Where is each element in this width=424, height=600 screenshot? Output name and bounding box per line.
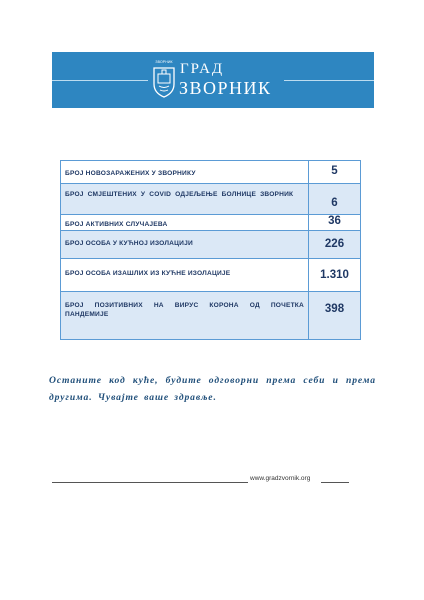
stats-label: БРОЈ ОСОБА ИЗАШЛИХ ИЗ КУЋНЕ ИЗОЛАЦИЈЕ bbox=[65, 270, 231, 277]
crest-shield-icon bbox=[152, 66, 176, 98]
stats-label: БРОЈ АКТИВНИХ СЛУЧАЈЕВА bbox=[65, 221, 168, 228]
header-banner bbox=[52, 52, 374, 108]
stats-row-left-isolation bbox=[61, 258, 360, 291]
stats-row-home-isolation bbox=[61, 230, 360, 258]
stats-value: 36 bbox=[328, 215, 341, 227]
stay-home-message: Останите код куће, будите одговорни према себи и према другима. Чувајте ваше здравље. bbox=[49, 375, 376, 403]
stats-value: 5 bbox=[331, 165, 338, 177]
city-crest-logo bbox=[152, 60, 176, 100]
crest-caption: ЗВОРНИК bbox=[155, 60, 173, 64]
stats-label: БРОЈ ПОЗИТИВНИХ НА ВИРУС КОРОНА ОД ПОЧЕТКА ПАНДЕМИЈЕ bbox=[65, 302, 304, 318]
title-city: ЗВОРНИК bbox=[179, 78, 272, 98]
stats-label: БРОЈ СМЈЕШТЕНИХ У COVID ОДЈЕЉЕЊЕ БОЛНИЦЕ ЗВОРНИК bbox=[65, 191, 294, 198]
title-grad: ГРАД bbox=[180, 61, 225, 77]
stats-value: 1.310 bbox=[320, 269, 349, 281]
banner-rule-right bbox=[284, 80, 374, 81]
website-link[interactable]: www.gradzvornik.org bbox=[250, 475, 311, 482]
stats-value: 398 bbox=[324, 303, 345, 315]
footer-rule-right bbox=[321, 482, 349, 483]
stats-row-hospitalized bbox=[61, 183, 360, 214]
stats-value: 226 bbox=[324, 238, 345, 250]
stats-label: БРОЈ ОСОБА У КУЋНОЈ ИЗОЛАЦИЈИ bbox=[65, 240, 193, 247]
footer-rule-left bbox=[52, 482, 248, 483]
stats-value: 6 bbox=[331, 197, 338, 209]
statistics-table bbox=[60, 160, 361, 340]
stats-row-active-cases bbox=[61, 214, 360, 230]
stats-label: БРОЈ НОВОЗАРАЖЕНИХ У ЗВОРНИКУ bbox=[65, 170, 196, 177]
stats-row-total-positive bbox=[61, 291, 360, 339]
footer bbox=[52, 474, 352, 484]
stats-row-new-cases bbox=[61, 161, 360, 183]
banner-rule-left bbox=[52, 80, 148, 81]
